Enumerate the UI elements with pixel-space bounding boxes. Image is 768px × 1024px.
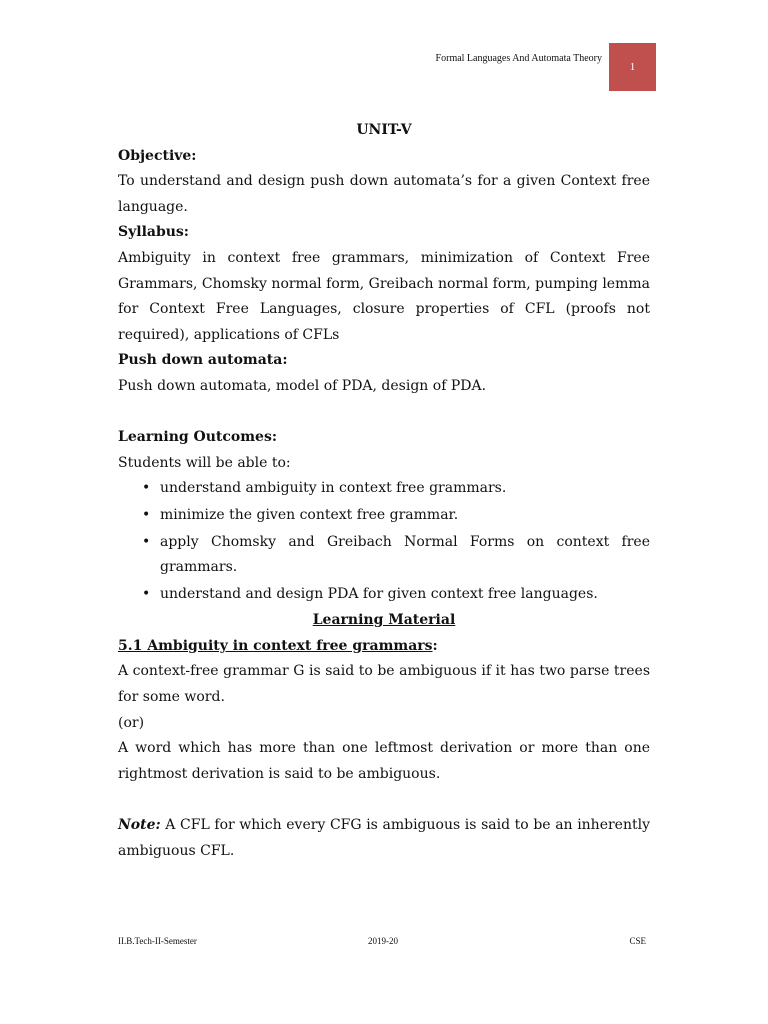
- list-item: • understand ambiguity in context free grammars.: [160, 476, 650, 502]
- pda-heading: Push down automata:: [118, 352, 288, 369]
- header-title: Formal Languages And Automata Theory: [435, 53, 602, 64]
- syllabus-heading: Syllabus:: [118, 224, 189, 241]
- page-number-badge: 1: [609, 43, 656, 91]
- learning-material-title: Learning Material: [312, 612, 456, 629]
- footer-right: CSE: [629, 936, 646, 946]
- note-label: Note:: [118, 817, 161, 834]
- list-item: • minimize the given context free grammar.: [160, 503, 650, 529]
- section-5-1-heading: [118, 634, 650, 660]
- list-item: • understand and design PDA for given context free languages.: [160, 582, 650, 608]
- syllabus-text: Ambiguity in context free grammars, minimization of Context Free Grammars, Chomsky normal form, Greibach normal form, pumping lemma for Context Free Languages, closure properties of CFL (proofs not required), applications of CFLs: [118, 249, 650, 343]
- learning-material-heading: [118, 608, 650, 634]
- list-item: • apply Chomsky and Greibach Normal Forms on context free grammars.: [160, 530, 650, 581]
- footer-left: II.B.Tech-II-Semester: [118, 936, 197, 946]
- page-footer: [118, 936, 646, 946]
- note-text: A CFL for which every CFG is ambiguous is said to be an inherently ambiguous CFL.: [118, 817, 650, 859]
- ambiguity-definition: A context-free grammar G is said to be ambiguous if it has two parse trees for some word.: [118, 663, 650, 706]
- section-5-1-colon: :: [432, 637, 438, 654]
- outcomes-intro: Students will be able to:: [118, 454, 291, 471]
- objective-heading: Objective:: [118, 147, 197, 164]
- page-content: [118, 118, 650, 864]
- objective-text: To understand and design push down automata’s for a given Context free language.: [118, 173, 650, 215]
- pda-text: Push down automata, model of PDA, design of PDA.: [118, 377, 487, 394]
- outcomes-heading: Learning Outcomes:: [118, 429, 278, 446]
- ambiguity-alt-definition: A word which has more than one leftmost derivation or more than one rightmost derivation is said to be ambiguous.: [118, 740, 650, 782]
- unit-title: UNIT-V: [356, 122, 412, 138]
- spacer: [118, 400, 650, 426]
- footer-center: 2019-20: [368, 936, 398, 946]
- note-paragraph: [118, 813, 650, 864]
- or-text: (or): [118, 714, 145, 731]
- spacer: [118, 787, 650, 813]
- section-5-1-title: 5.1 Ambiguity in context free grammars: [118, 637, 433, 654]
- outcomes-list: [118, 476, 650, 607]
